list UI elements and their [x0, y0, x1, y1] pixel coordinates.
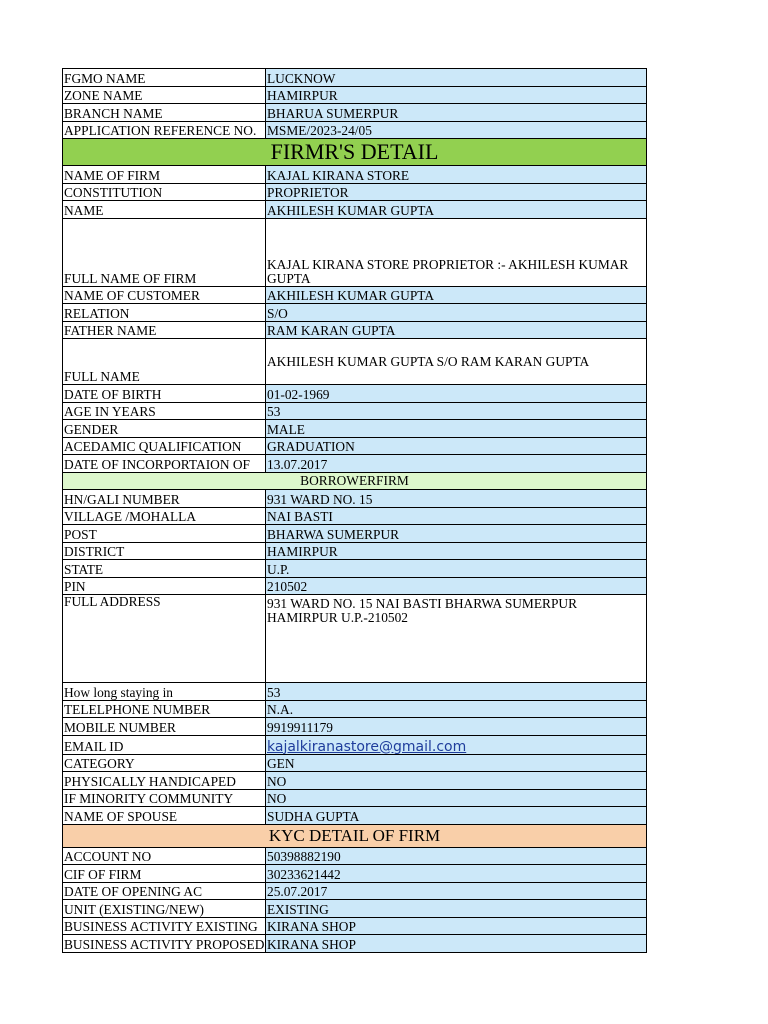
date-of-incorportaion-of-label: DATE OF INCORPORTAION OF [63, 455, 266, 473]
telelphone-number-label: TELELPHONE NUMBER [63, 700, 266, 718]
village-mohalla-label: VILLAGE /MOHALLA [63, 507, 266, 525]
mobile-number-value: 9919911179 [266, 718, 647, 736]
name-of-customer-label: NAME OF CUSTOMER [63, 286, 266, 304]
row-age-in-years [63, 402, 647, 420]
row-if-minority-community [63, 789, 647, 807]
row-cif-of-firm [63, 865, 647, 883]
cif-of-firm-label: CIF OF FIRM [63, 865, 266, 883]
how-long-staying-in-label: How long staying in [63, 683, 266, 701]
row-constitution [63, 183, 647, 201]
section-title: BORROWERFIRM [63, 472, 647, 490]
full-address-value: 931 WARD NO. 15 NAI BASTI BHARWA SUMERPUR HAMIRPUR U.P.-210502 [266, 595, 647, 683]
row-account-no [63, 847, 647, 865]
email-id-label: EMAIL ID [63, 735, 266, 754]
business-activity-existing-value: KIRANA SHOP [266, 917, 647, 935]
row-application-reference-no [63, 121, 647, 139]
account-no-label: ACCOUNT NO [63, 847, 266, 865]
date-of-opening-ac-value: 25.07.2017 [266, 882, 647, 900]
sheet-body [63, 69, 647, 953]
row-full-name [63, 339, 647, 385]
branch-name-label: BRANCH NAME [63, 104, 266, 122]
hn-gali-number-value: 931 WARD NO. 15 [266, 490, 647, 508]
account-no-value: 50398882190 [266, 847, 647, 865]
if-minority-community-label: IF MINORITY COMMUNITY [63, 789, 266, 807]
fgmo-name-label: FGMO NAME [63, 69, 266, 87]
category-value: GEN [266, 754, 647, 772]
business-activity-proposed-value: KIRANA SHOP [266, 935, 647, 953]
row-date-of-birth [63, 385, 647, 403]
row-name-of-spouse [63, 807, 647, 825]
pin-value: 210502 [266, 577, 647, 595]
section-title: KYC DETAIL OF FIRM [63, 824, 647, 847]
full-name-of-firm-label: FULL NAME OF FIRM [63, 218, 266, 286]
row-date-of-opening-ac [63, 882, 647, 900]
row-full-name-of-firm [63, 218, 647, 286]
section-borrowerfirm [63, 472, 647, 490]
row-name-of-customer [63, 286, 647, 304]
constitution-label: CONSTITUTION [63, 183, 266, 201]
name-value: AKHILESH KUMAR GUPTA [266, 201, 647, 219]
if-minority-community-value: NO [266, 789, 647, 807]
district-value: HAMIRPUR [266, 542, 647, 560]
fgmo-name-value: LUCKNOW [266, 69, 647, 87]
age-in-years-label: AGE IN YEARS [63, 402, 266, 420]
section-kyc-detail-of-firm [63, 824, 647, 847]
name-of-spouse-label: NAME OF SPOUSE [63, 807, 266, 825]
date-of-birth-label: DATE OF BIRTH [63, 385, 266, 403]
row-father-name [63, 321, 647, 339]
pin-label: PIN [63, 577, 266, 595]
village-mohalla-value: NAI BASTI [266, 507, 647, 525]
full-name-label: FULL NAME [63, 339, 266, 385]
date-of-incorportaion-of-value: 13.07.2017 [266, 455, 647, 473]
row-how-long-staying-in [63, 683, 647, 701]
gender-label: GENDER [63, 420, 266, 438]
unit-existing-new-value: EXISTING [266, 900, 647, 918]
constitution-value: PROPRIETOR [266, 183, 647, 201]
date-of-birth-value: 01-02-1969 [266, 385, 647, 403]
msme-application-sheet [62, 68, 647, 953]
row-name-of-firm [63, 166, 647, 184]
father-name-label: FATHER NAME [63, 321, 266, 339]
business-activity-proposed-label: BUSINESS ACTIVITY PROPOSED [64, 936, 265, 952]
full-address-label: FULL ADDRESS [63, 595, 266, 683]
row-branch-name [63, 104, 647, 122]
business-activity-existing-label: BUSINESS ACTIVITY EXISTING [63, 917, 266, 935]
date-of-opening-ac-label: DATE OF OPENING AC [63, 882, 266, 900]
age-in-years-value: 53 [266, 402, 647, 420]
row-state [63, 560, 647, 578]
row-zone-name [63, 86, 647, 104]
gender-value: MALE [266, 420, 647, 438]
row-full-address [63, 595, 647, 683]
row-unit-existing-new [63, 900, 647, 918]
state-value: U.P. [266, 560, 647, 578]
section-firmr-s-detail [63, 139, 647, 166]
full-name-of-firm-value: KAJAL KIRANA STORE PROPRIETOR :- AKHILESH KUMAR GUPTA [266, 218, 647, 286]
zone-name-value: HAMIRPUR [266, 86, 647, 104]
row-district [63, 542, 647, 560]
category-label: CATEGORY [63, 754, 266, 772]
relation-value: S/O [266, 304, 647, 322]
zone-name-label: ZONE NAME [63, 86, 266, 104]
row-category [63, 754, 647, 772]
father-name-value: RAM KARAN GUPTA [266, 321, 647, 339]
acedamic-qualification-label: ACEDAMIC QUALIFICATION [63, 437, 266, 455]
branch-name-value: BHARUA SUMERPUR [266, 104, 647, 122]
row-acedamic-qualification [63, 437, 647, 455]
name-label: NAME [63, 201, 266, 219]
email-id-value[interactable]: kajalkiranastore@gmail.com [266, 735, 647, 754]
mobile-number-label: MOBILE NUMBER [63, 718, 266, 736]
post-label: POST [63, 525, 266, 543]
application-reference-no-value: MSME/2023-24/05 [266, 121, 647, 139]
name-of-customer-value: AKHILESH KUMAR GUPTA [266, 286, 647, 304]
physically-handicaped-value: NO [266, 772, 647, 790]
physically-handicaped-label: PHYSICALLY HANDICAPED [63, 772, 266, 790]
row-email-id [63, 735, 647, 754]
how-long-staying-in-value: 53 [266, 683, 647, 701]
state-label: STATE [63, 560, 266, 578]
acedamic-qualification-value: GRADUATION [266, 437, 647, 455]
district-label: DISTRICT [63, 542, 266, 560]
row-date-of-incorportaion-of [63, 455, 647, 473]
application-reference-no-label: APPLICATION REFERENCE NO. [63, 121, 266, 139]
telelphone-number-value: N.A. [266, 700, 647, 718]
row-name [63, 201, 647, 219]
row-village-mohalla [63, 507, 647, 525]
relation-label: RELATION [63, 304, 266, 322]
row-business-activity-proposed [63, 935, 647, 953]
name-of-spouse-value: SUDHA GUPTA [266, 807, 647, 825]
row-post [63, 525, 647, 543]
row-relation [63, 304, 647, 322]
row-hn-gali-number [63, 490, 647, 508]
name-of-firm-value: KAJAL KIRANA STORE [266, 166, 647, 184]
row-pin [63, 577, 647, 595]
name-of-firm-label: NAME OF FIRM [63, 166, 266, 184]
hn-gali-number-label: HN/GALI NUMBER [63, 490, 266, 508]
row-gender [63, 420, 647, 438]
row-business-activity-existing [63, 917, 647, 935]
unit-existing-new-label: UNIT (EXISTING/NEW) [63, 900, 266, 918]
row-telelphone-number [63, 700, 647, 718]
section-title: FIRMR'S DETAIL [63, 139, 647, 166]
row-fgmo-name [63, 69, 647, 87]
row-physically-handicaped [63, 772, 647, 790]
cif-of-firm-value: 30233621442 [266, 865, 647, 883]
post-value: BHARWA SUMERPUR [266, 525, 647, 543]
row-mobile-number [63, 718, 647, 736]
full-name-value: AKHILESH KUMAR GUPTA S/O RAM KARAN GUPTA [266, 339, 647, 385]
